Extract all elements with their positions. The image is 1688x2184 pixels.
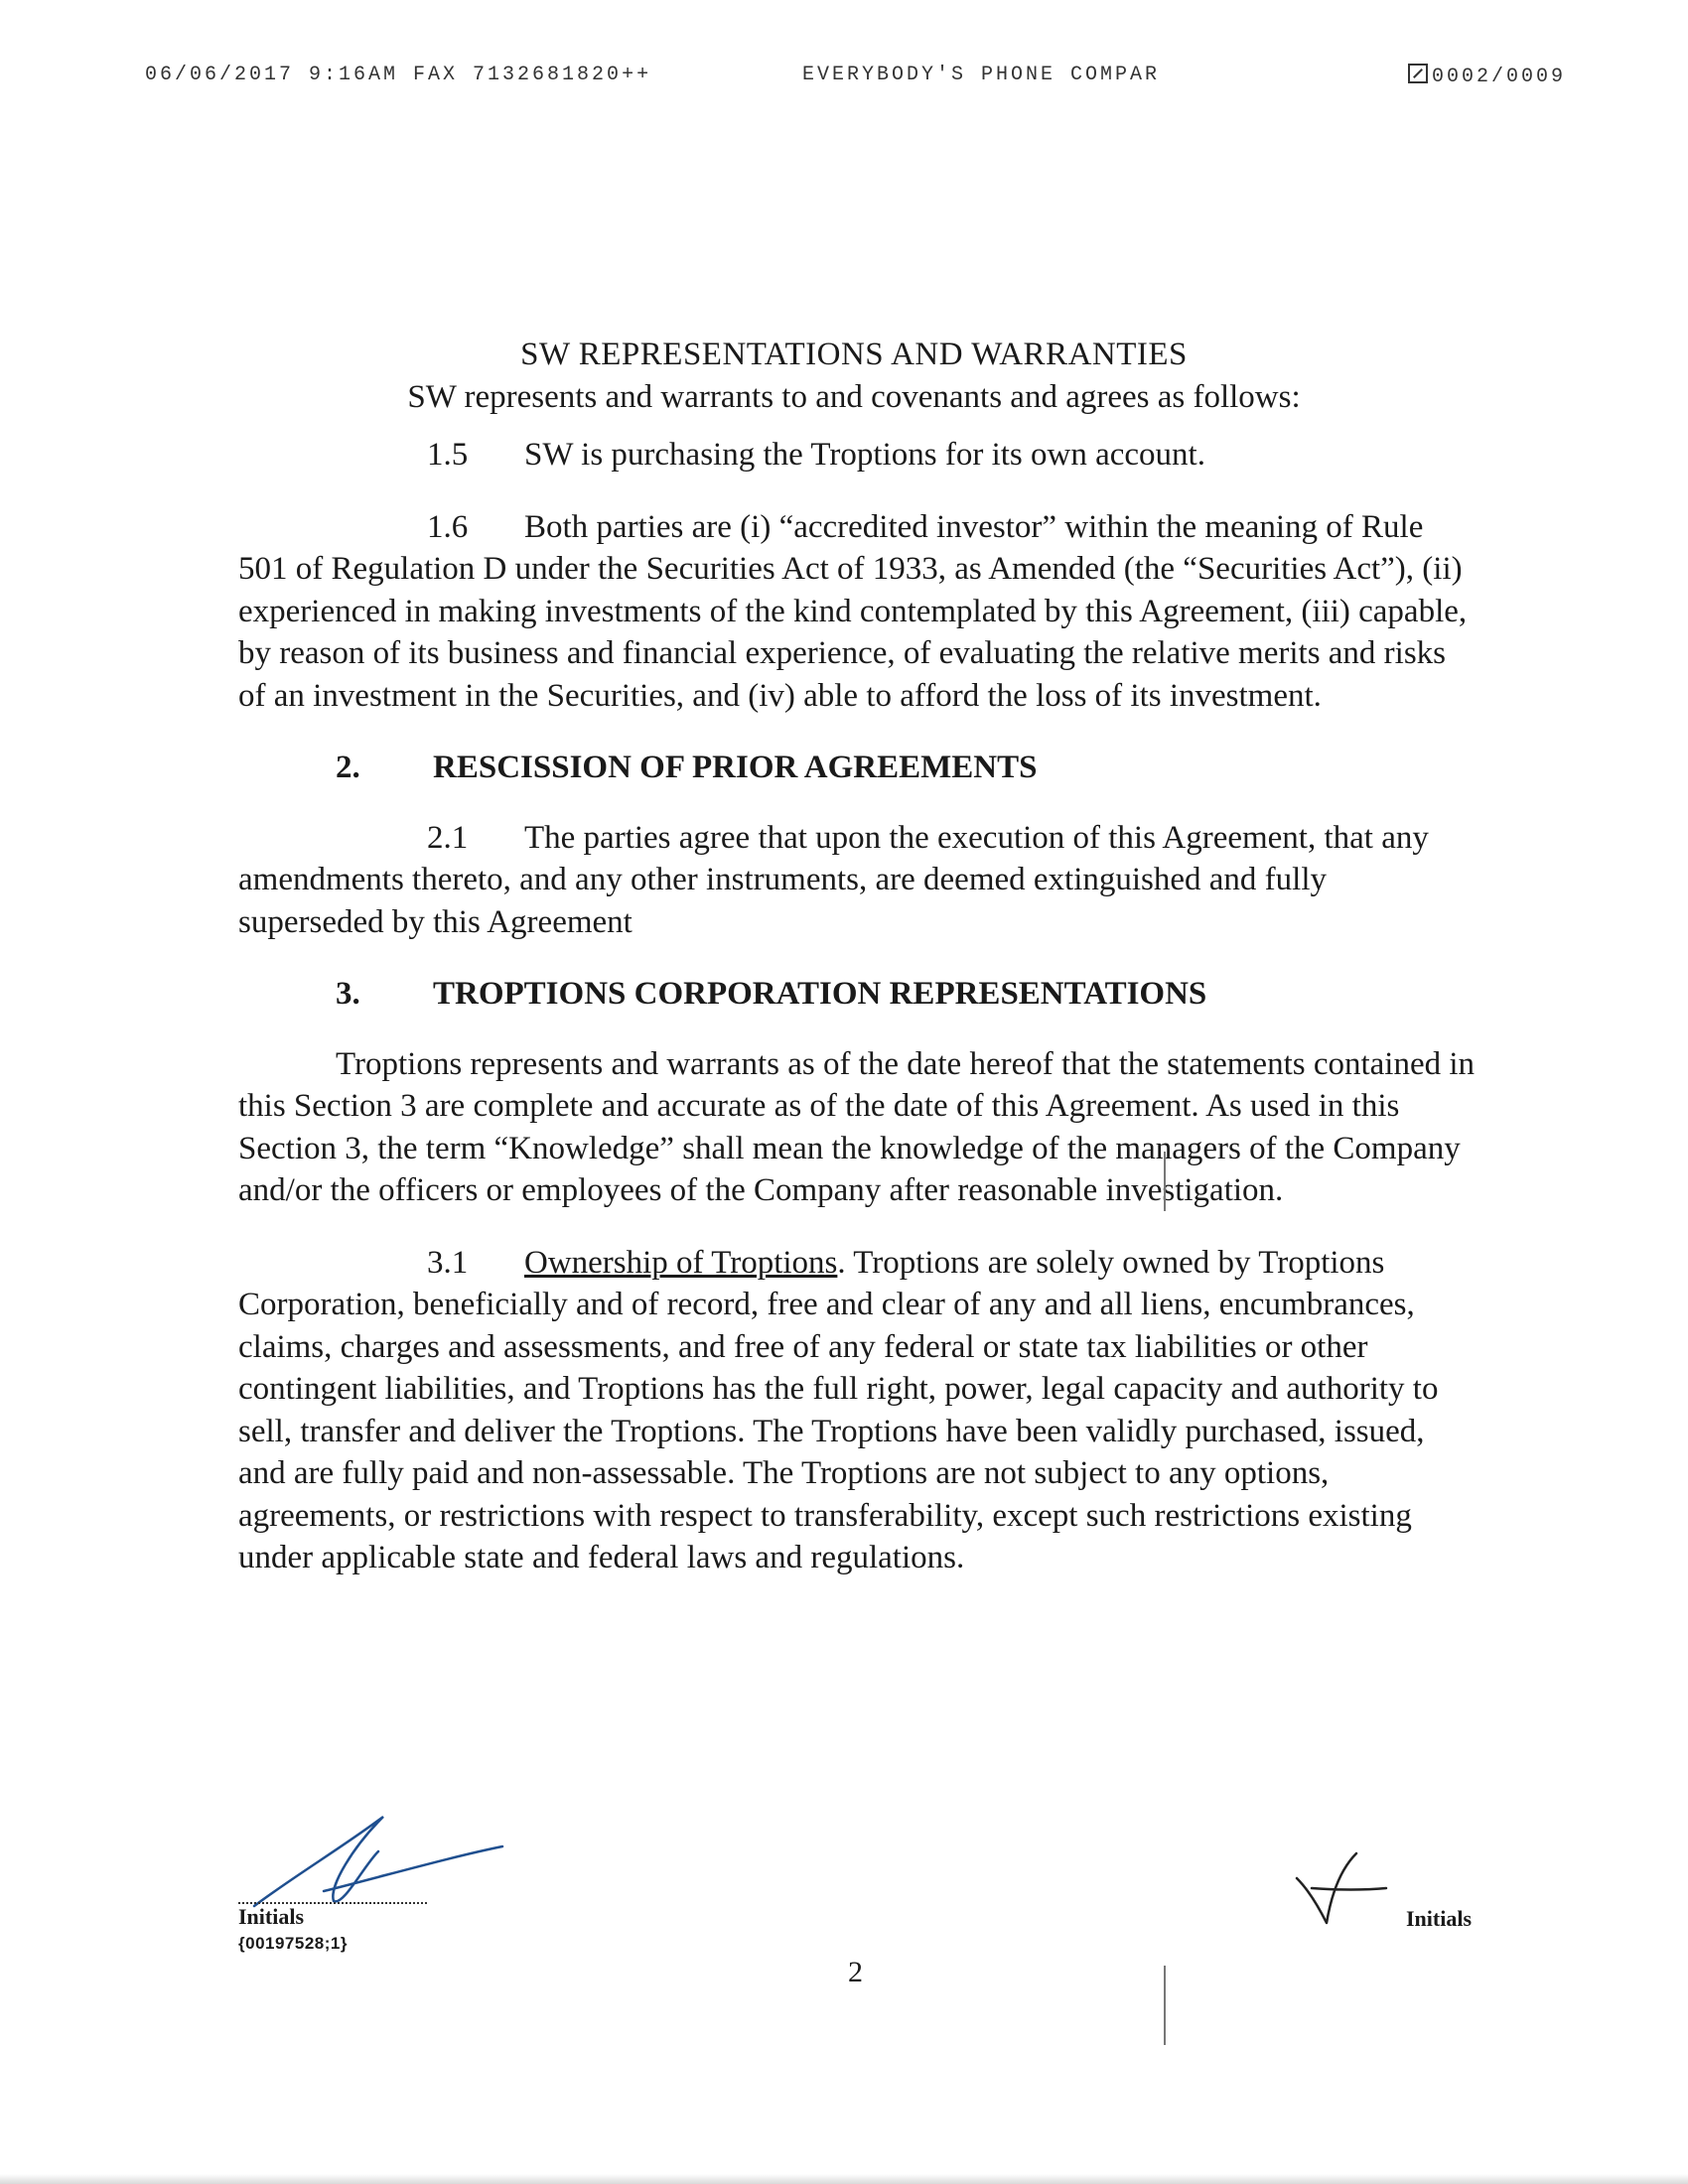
- section-number: 1.6: [427, 508, 469, 545]
- section-text-rest: that any amendments thereto, and any other instruments, are deemed extinguished and fully superseded by this Agreement: [238, 819, 1429, 940]
- initials-label-right: Initials: [1406, 1906, 1473, 1931]
- scan-bottom-edge: [0, 2174, 1688, 2184]
- section-number: 3.1: [427, 1244, 469, 1281]
- section-1-5: [238, 434, 1479, 477]
- section-text-rest: Rule 501 of Regulation D under the Securities Act of 1933, as Amended (the “Securities Act”), (ii) experienced in making investments of the kind contemplated by this Agreement, (iii) capable, by reason of its business and financial experience, of evaluating the relative merits and risks of an investment in the Securities, and (iv) able to afford the loss of its investment.: [238, 508, 1468, 714]
- section-2-heading: [238, 747, 1479, 789]
- fax-page-count: [1408, 64, 1566, 88]
- section-3-intro: Troptions represents and warrants as of the date hereof that the statements contained in this Section 3 are complete and accurate as of the date of this Agreement. As used in this Section 3, the term “Knowledge” shall mean the knowledge of the managers of the Company and/or the officers or employees of the Company after reasonable investigation.: [238, 1045, 1476, 1208]
- section-title: Ownership of Troptions: [524, 1244, 838, 1281]
- section-1-6: [238, 506, 1479, 718]
- section-heading-number: 3.: [336, 976, 360, 1012]
- document-reference: {00197528;1}: [238, 1934, 348, 1953]
- section-number-wrap: [238, 509, 524, 545]
- fax-page-count-text: 0002/0009: [1432, 66, 1567, 88]
- section-text-first: The parties agree that upon the execution of this Agreement,: [524, 819, 1317, 856]
- section-heading-text: RESCISSION OF PRIOR AGREEMENTS: [433, 750, 1038, 785]
- section-number-wrap: [238, 820, 524, 856]
- scan-artifact-line: [1164, 1152, 1166, 1211]
- section-2-1: [238, 817, 1479, 944]
- section-text-first: Both parties are (i) “accredited investor” within the meaning of: [524, 508, 1353, 545]
- section-number: 1.5: [427, 437, 469, 473]
- document-title: SW REPRESENTATIONS AND WARRANTIES: [520, 337, 1188, 372]
- page-footer: [0, 1807, 1688, 2065]
- section-number: 2.1: [427, 819, 469, 856]
- fax-sender-name: EVERYBODY'S PHONE COMPAR: [802, 64, 1161, 86]
- section-number-wrap: [238, 1245, 524, 1281]
- section-text-first: . Troptions are solely owned by: [837, 1244, 1251, 1281]
- fax-checkbox-icon: [1408, 64, 1428, 83]
- fax-header: [0, 56, 1688, 95]
- section-3-heading: [238, 973, 1479, 1016]
- document-body: [238, 334, 1479, 1609]
- page-number: 2: [848, 1956, 863, 1988]
- section-text: SW is purchasing the Troptions for its own account.: [524, 437, 1205, 473]
- document-intro: SW represents and warrants to and covenants and agrees as follows:: [407, 378, 1301, 415]
- section-3-1: [238, 1242, 1479, 1579]
- section-text-rest: Troptions Corporation, beneficially and of record, free and clear of any and all liens, encumbrances, claims, charges and assessments, and free of any federal or state tax liabilities or other contingent liabilities, and Troptions has the full right, power, legal capacity and authority to sell, transfer and deliver the Troptions. The Troptions have been validly purchased, issued, and are fully paid and non-assessable. The Troptions are not subject to any options, agreements, or restrictions with respect to transferability, except such restrictions existing under applicable state and federal laws and regulations.: [238, 1244, 1439, 1575]
- fax-timestamp-line: 06/06/2017 9:16AM FAX 7132681820++: [145, 64, 652, 86]
- section-heading-text: TROPTIONS CORPORATION REPRESENTATIONS: [433, 976, 1207, 1012]
- signature-right-icon: [1287, 1848, 1396, 1928]
- section-heading-number: 2.: [336, 750, 360, 785]
- initials-label-left: Initials: [238, 1904, 305, 1929]
